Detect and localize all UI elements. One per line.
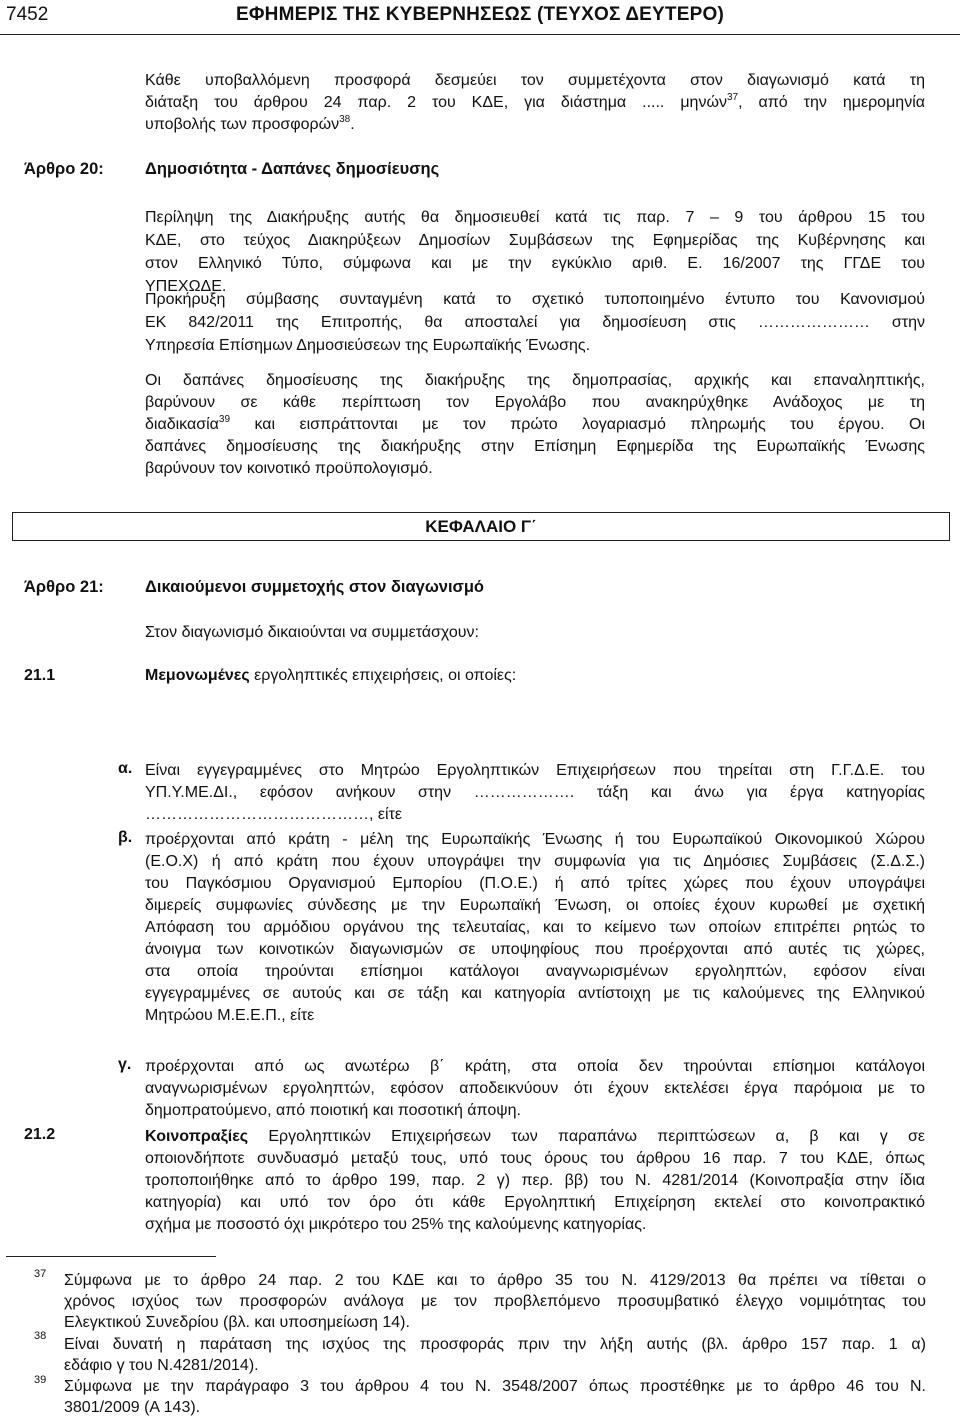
- footnote-37-number: 37: [34, 1268, 47, 1280]
- article-21-label: Άρθρο 21:: [24, 578, 104, 596]
- footnote-39-number: 39: [34, 1374, 47, 1386]
- article-20-paragraph-1: Περίληψη της Διακήρυξης αυτής θα δημοσιευθεί κατά τις παρ. 7 – 9 του άρθρου 15 του ΚΔΕ, στο τεύχος Διακηρύξεων Δημοσίων Συμβάσεων της Εφημερίδας της Κυβέρνησης και στον Ελληνικό Τύπο, σύμφωνα και με την εγκύκλιο αριθ. Ε. 16/2007 της ΓΓΔΕ του ΥΠΕΧΩΔΕ.: [145, 209, 925, 295]
- intro-line-1: Κάθε υποβαλλόμενη προσφορά δεσμεύει τον συμμετέχοντα στον διαγωνισμό κατά τη: [145, 72, 925, 89]
- article-20-paragraph-2: Προκήρυξη σύμβασης συνταγμένη κατά το σχετικό τυποποιημένο έντυπο του Κανονισμού ΕΚ 842/2011 της Επιτροπής, θα αποσταλεί για δημοσίευση στις ………………… στην Υπηρεσία Επίσημων Δημοσιεύσεων της Ευρωπαϊκής Ένωσης.: [145, 291, 925, 354]
- section-21-2-text: Κοινοπραξίες Εργοληπτικών Επιχειρήσεων των παραπάνω περιπτώσεων α, β και γ σε οποιονδήποτε συνδυασμό μεταξύ τους, υπό τους όρους του άρθρου 16 παρ. 7 του ΚΔΕ, όπως τροποποιήθηκε από το άρθρο 199, παρ. 2 γ) περ. ββ) του Ν. 4281/2014 (Κοινοπραξία στην ίδια κατηγορία) και υπό τον όρο ότι κάθε Εργοληπτική Επιχείρηση εκτελεί στο κοινοπρακτικό σχήμα με ποσοστό όχι μικρότερο του 25% της καλούμενης κατηγορίας.: [145, 1128, 925, 1233]
- article-20-label: Άρθρο 20:: [24, 160, 104, 178]
- footnote-38-text: Είναι δυνατή η παράταση της ισχύος της προσφοράς πριν την λήξη αυτής (βλ. άρθρο 157 παρ. 1 α) εδάφιο γ του Ν.4281/2014).: [64, 1336, 926, 1374]
- item-alpha-text: Είναι εγγεγραμμένες στο Μητρώο Εργοληπτικών Επιχειρήσεων που τηρείται στη Γ.Γ.Δ.Ε. του ΥΠ.Υ.ΜΕ.ΔΙ., εφόσον ανήκουν στην ………………. τάξη και άνω για έργα κατηγορίας ……………………………………, είτε: [145, 762, 925, 823]
- item-gamma-text: προέρχονται από ως ανωτέρω β΄ κράτη, στα οποία δεν τηρούνται επίσημοι κατάλογοι αναγνωρισμένων εργοληπτών, εφόσον αποδεικνύουν ότι έχουν εκτελέσει έργα παρόμοια με το δημοπρατούμενο, από ποιοτική και ποσοτική άποψη.: [145, 1058, 925, 1119]
- intro-paragraph: [145, 70, 925, 136]
- article-21-title: Δικαιούμενοι συμμετοχής στον διαγωνισμό: [145, 578, 484, 596]
- item-beta-text: προέρχονται από κράτη - μέλη της Ευρωπαϊκής Ένωσης ή του Ευρωπαϊκού Οικονομικού Χώρου (Ε.Ο.Χ) ή από κράτη που έχουν υπογράψει την συμφωνία για τις Δημόσιες Συμβάσεις (Σ.Δ.Σ.) του Παγκόσμιου Οργανισμού Εμπορίου (Π.Ο.Ε.) ή από τρίτες χώρες που έχουν υπογράψει διμερείς συμφωνίες σύνδεσης με την Ευρωπαϊκή Ένωση, οι οποίες έχουν κυρωθεί με σχετική Απόφαση του αρμόδιου οργάνου της τελευταίας, και το κείμενο των οποίων επιτρέπει ρητώς το άνοιγμα των κοινοτικών διαγωνισμών σε υποψηφίους που προέρχονται από αυτές τις χώρες, στα οποία τηρούνται επίσημοι κατάλογοι αναγνωρισμένων εργοληπτών, εφόσον είναι εγγεγραμμένες σε αυτούς και σε τάξη και κατηγορία αντίστοιχη με τις καλούμενες της Ελληνικού Μητρώου Μ.Ε.Ε.Π., είτε: [145, 831, 925, 1024]
- footnote-ref-39: 39: [218, 413, 231, 425]
- article-21-intro: Στον διαγωνισμό δικαιούνται να συμμετάσχουν:: [145, 624, 479, 641]
- gazette-title: ΕΦΗΜΕΡΙΣ ΤΗΣ ΚΥΒΕΡΝΗΣΕΩΣ (ΤΕΥΧΟΣ ΔΕΥΤΕΡΟ): [236, 4, 724, 25]
- intro-line-2: διάταξη του άρθρου 24 παρ. 2 του ΚΔΕ, για διάστημα ..... μηνών$^{37}$, από την ημερομηνία: [145, 91, 926, 111]
- page-number: 7452: [6, 4, 49, 25]
- section-21-1-heading: Μεμονωμένες εργοληπτικές επιχειρήσεις, οι οποίες:: [145, 667, 517, 684]
- item-alpha-label: α.: [118, 760, 133, 777]
- item-gamma-label: γ.: [118, 1056, 132, 1073]
- section-21-1-number: 21.1: [24, 667, 56, 684]
- footnote-38-number: 38: [34, 1330, 47, 1342]
- footnote-ref-38: 38: [339, 113, 351, 125]
- article-20-heading: [24, 160, 104, 179]
- footnote-ref-37: 37: [726, 91, 739, 103]
- article-20-title: Δημοσιότητα - Δαπάνες δημοσίευσης: [145, 160, 440, 178]
- article-20-paragraph-3: Οι δαπάνες δημοσίευσης της διακήρυξης της δημοπρασίας, αρχικής και επαναληπτικής, βαρύνουν σε κάθε περίπτωση τον Εργολάβο που ανακηρύχθηκε Ανάδοχος με τη διαδικασία$^{39}$ και εισπράττονται με τον πρώτο λογαριασμό πληρωμής του έργου. Οι δαπάνες δημοσίευσης της διακήρυξης στην Επίσημη Εφημερίδα της Ευρωπαϊκής Ένωσης βαρύνουν τον κοινοτικό προϋπολογισμό.: [145, 372, 925, 477]
- header-rule: [0, 34, 960, 35]
- footnote-separator: [6, 1256, 216, 1257]
- footnote-37-text: Σύμφωνα με το άρθρο 24 παρ. 2 του ΚΔΕ και το άρθρο 35 του Ν. 4129/2013 θα πρέπει να τίθεται ο χρόνος ισχύος των προσφορών ανάλογα με τον προβλεπόμενο προσυμβατικό έλεγχο νομιμότητας του Ελεγκτικού Συνεδρίου (βλ. και υποσημείωση 14).: [64, 1272, 926, 1331]
- item-beta-label: β.: [118, 829, 133, 846]
- footnote-39-text: Σύμφωνα με την παράγραφο 3 του άρθρου 4 του Ν. 3548/2007 όπως προστέθηκε με το άρθρο 46 του Ν. 3801/2009 (Α 143).: [64, 1378, 926, 1416]
- intro-line-3: υποβολής των προσφορών$^{38}$.: [145, 113, 355, 133]
- chapter-heading-box: [12, 512, 950, 541]
- page-header: [0, 4, 960, 34]
- chapter-title: ΚΕΦΑΛΑΙΟ Γ΄: [425, 517, 537, 536]
- section-21-2-number: 21.2: [24, 1126, 56, 1143]
